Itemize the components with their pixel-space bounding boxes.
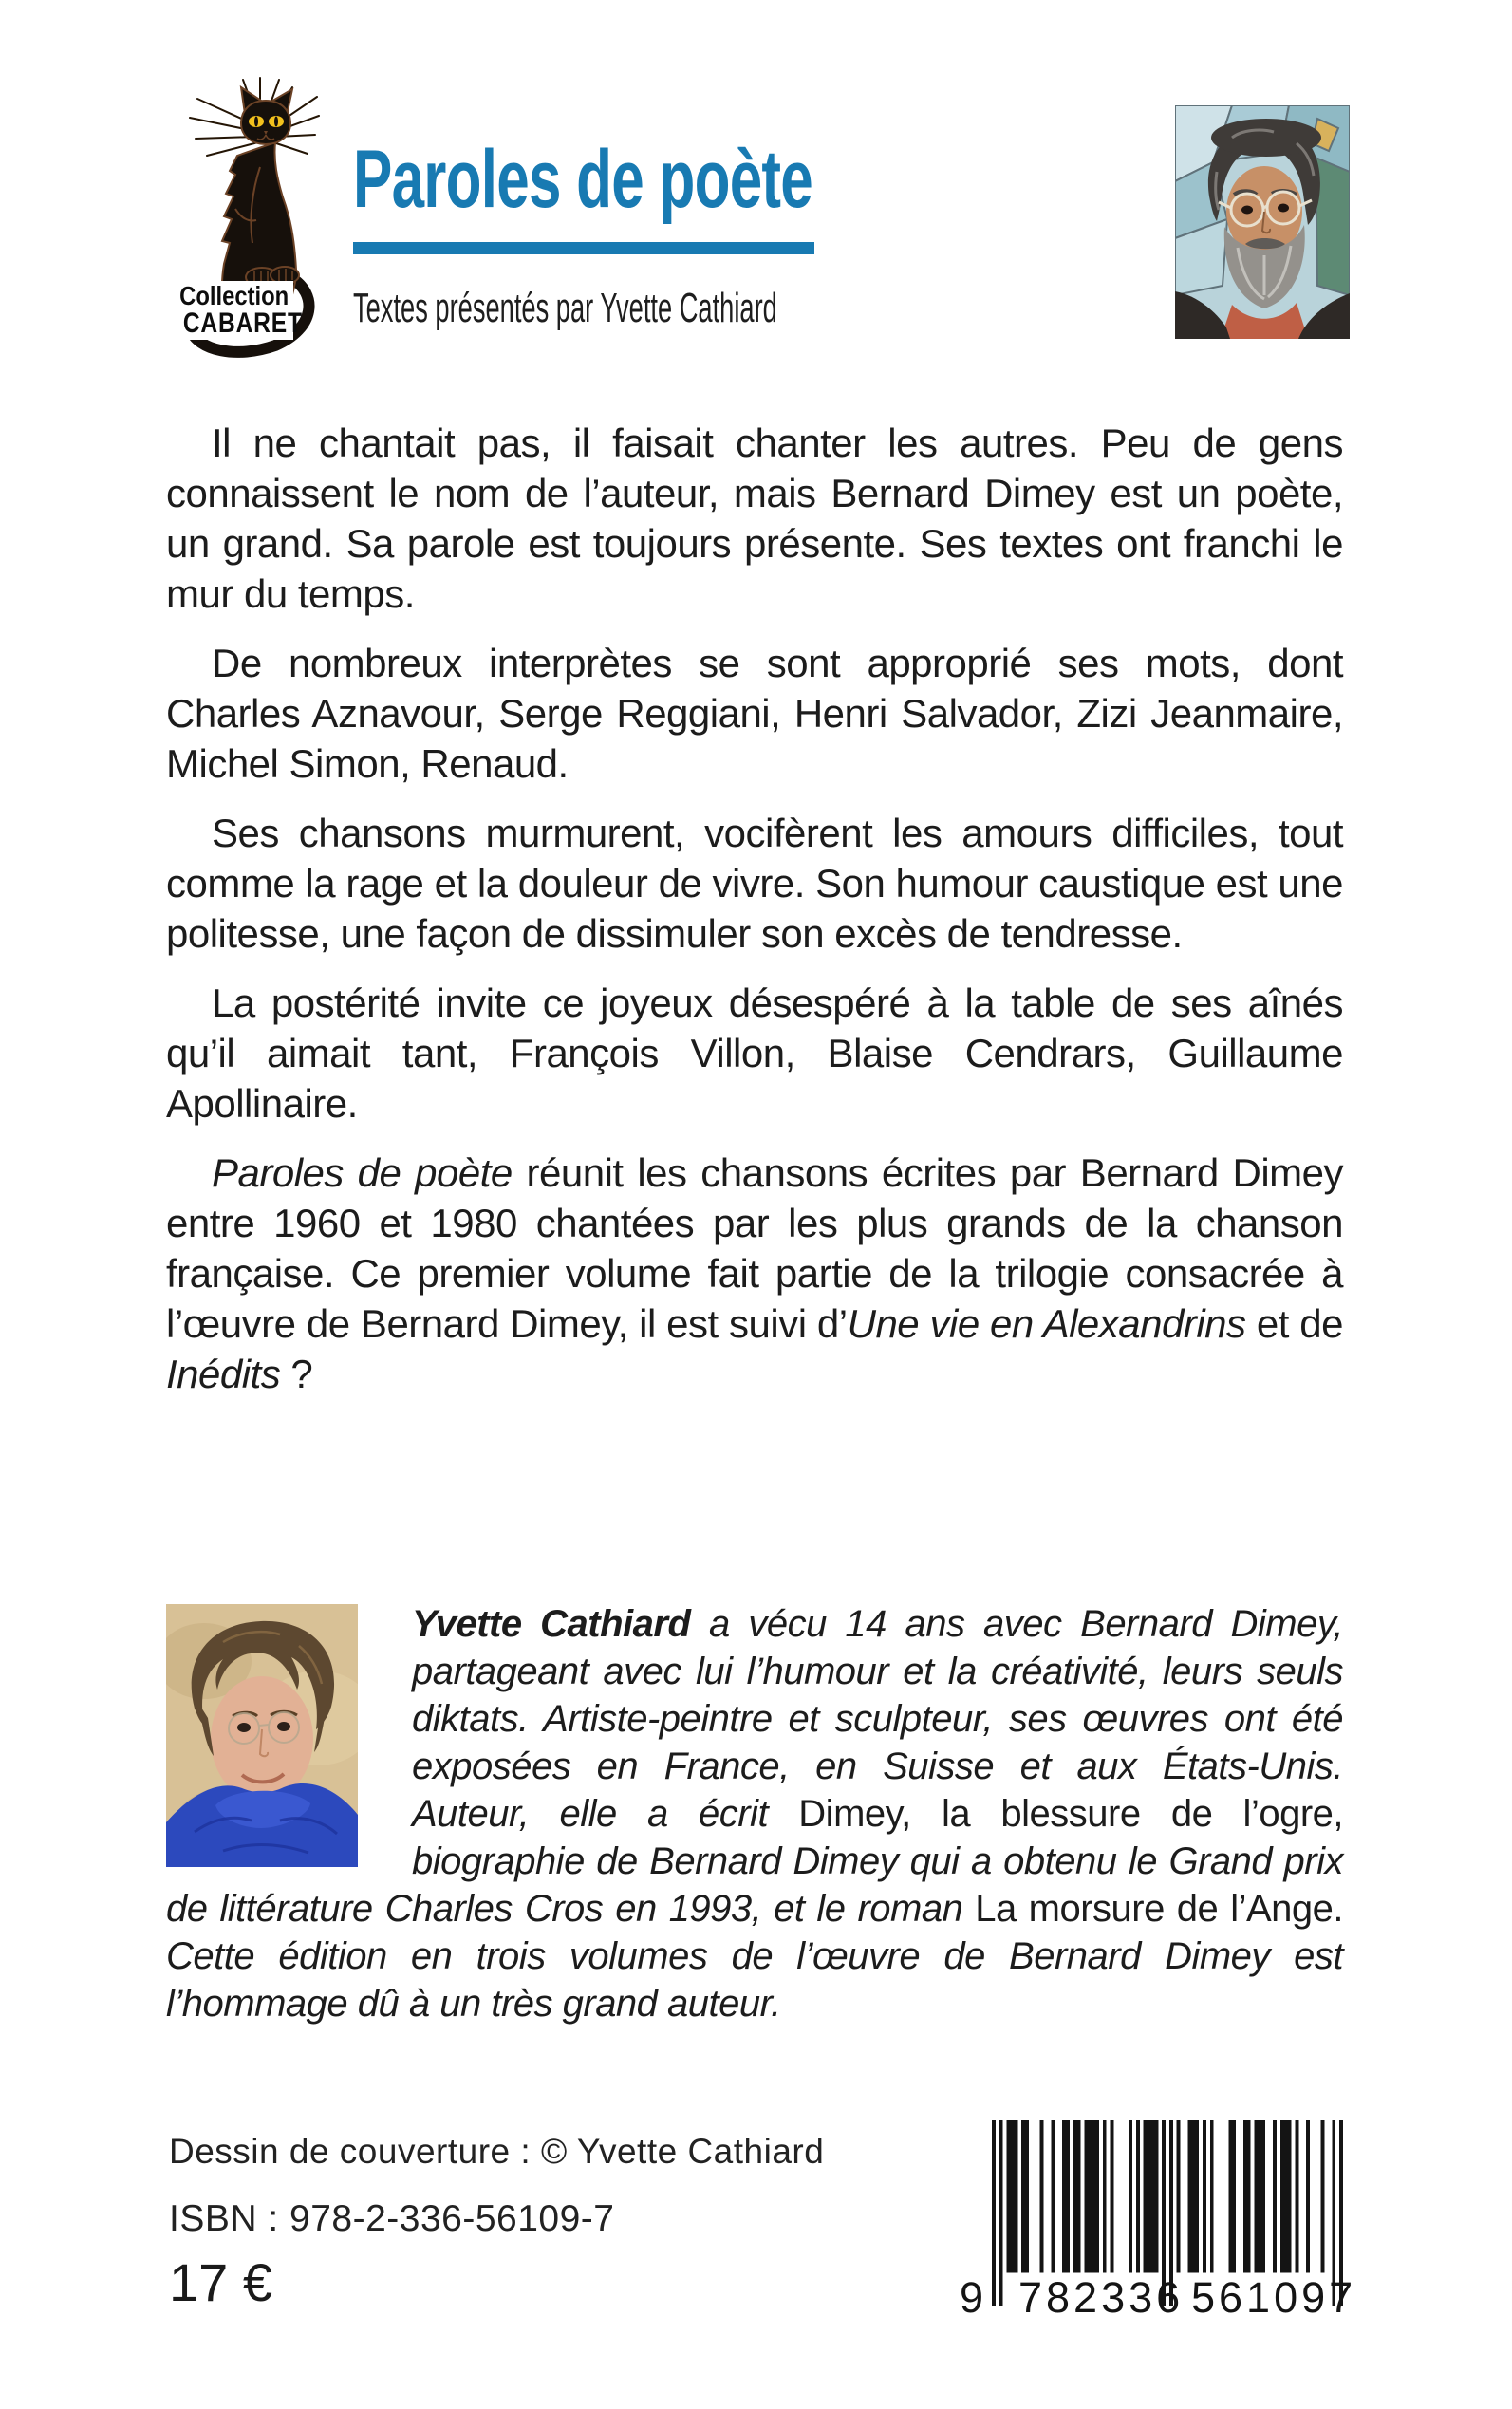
paragraph: Ses chansons murmurent, vocifèrent les amours difficiles, tout comme la rage et la douleur de vivre. Son humour caustique est une politesse, une façon de dissimuler son excès de tendresse.	[166, 811, 1343, 956]
bernard-dimey-photo	[1175, 105, 1350, 339]
cover-credit: Dessin de couverture : © Yvette Cathiard	[169, 2132, 825, 2171]
barcode	[954, 2120, 1362, 2324]
title-underline-rule	[353, 242, 814, 254]
paragraph: La postérité invite ce joyeux désespéré à la table de ses aînés qu’il aimait tant, François Villon, Blaise Cendrars, Guillaume Apollinaire.	[166, 980, 1343, 1126]
price: 17 €	[169, 2252, 272, 2312]
bio-text: Yvette Cathiard a vécu 14 ans avec Bernard Dimey, partageant avec lui l’humour et la créativité, leurs seuls diktats. Artiste-peintre et sculpteur, ses œuvres ont été exposées en France, en Suisse et aux États-Unis. Auteur, elle a écrit Dimey, la blessure de l’ogre, biographie de Bernard Dimey qui a obtenu le Grand prix de littérature Charles Cros en 1993, et le roman La morsure de l’Ange. Cette édition en trois volumes de l’œuvre de Bernard Dimey est l’hommage dû à un très grand auteur.	[166, 1603, 1344, 2025]
paragraph: Il ne chantait pas, il faisait chanter les autres. Peu de gens connaissent le nom de l’auteur, mais Bernard Dimey est un poète, un grand. Sa parole est toujours présente. Ses textes ont franchi le mur du temps.	[166, 420, 1343, 616]
author-bio	[166, 1600, 1343, 2027]
paragraph: Paroles de poète réunit les chansons écrites par Bernard Dimey entre 1960 et 1980 chantées par les plus grands de la chanson française. Ce premier volume fait partie de la trilogie consacrée à l’œuvre de Bernard Dimey, il est suivi d’Une vie en Alexandrins et de Inédits ?	[166, 1150, 1343, 1396]
page-title: Paroles de poète	[353, 134, 813, 225]
paragraph: De nombreux interprètes se sont approprié ses mots, dont Charles Aznavour, Serge Reggiani, Henri Salvador, Zizi Jeanmaire, Michel Simon, Renaud.	[166, 641, 1343, 786]
yvette-cathiard-photo	[166, 1604, 358, 1867]
collection-line2: CABARET	[182, 308, 303, 339]
collection-label	[170, 281, 303, 340]
book-subtitle: Textes présentés par Yvette Cathiard	[353, 285, 777, 331]
collection-line1: Collection	[179, 281, 289, 310]
barcode-lead-digit: 9	[960, 2273, 984, 2322]
barcode-digits-group1: 782336	[1018, 2273, 1185, 2322]
back-cover-text	[166, 418, 1343, 1418]
isbn: ISBN : 978-2-336-56109-7	[169, 2198, 615, 2239]
barcode-digits-group2: 561097	[1191, 2273, 1357, 2322]
